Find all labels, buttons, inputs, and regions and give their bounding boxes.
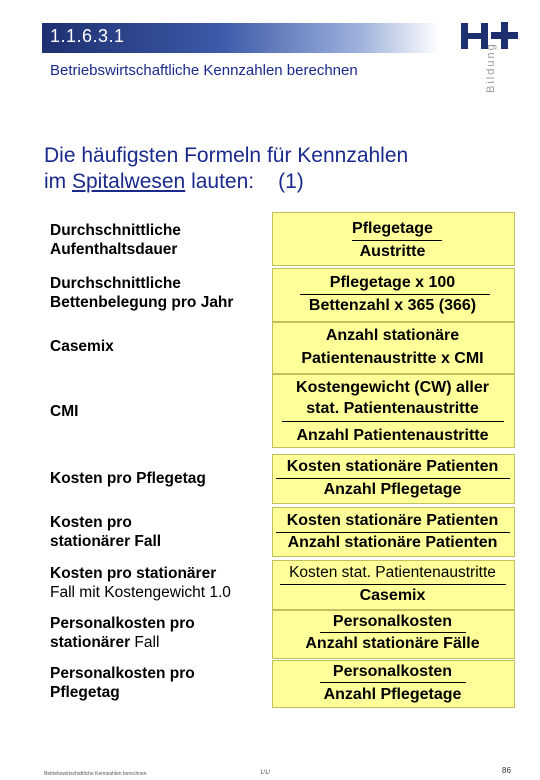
- fraction-line: [300, 294, 490, 295]
- label-line: Durchschnittliche: [50, 275, 181, 292]
- formula-denominator: Anzahl Pflegetage: [323, 686, 462, 703]
- formula-label: [50, 402, 78, 421]
- label-line: CMI: [50, 403, 79, 420]
- formula-denominator: Anzahl stationäre Patienten: [287, 534, 498, 551]
- label-line: Casemix: [50, 338, 114, 355]
- label-line: Durchschnittliche: [50, 222, 181, 239]
- bildung-vertical-label: Bildung: [485, 42, 497, 93]
- formula-label: [50, 664, 195, 702]
- page-heading: [44, 143, 524, 195]
- heading-line-2-suffix: lauten:: [185, 170, 255, 193]
- footer-mark: 1/1/: [260, 770, 271, 776]
- formula-numerator: Pflegetage: [352, 220, 433, 237]
- formula-line: Patientenaustritte x CMI: [301, 350, 484, 367]
- label-line: Personalkosten pro: [50, 615, 195, 632]
- heading-number: (1): [278, 170, 304, 193]
- label-line: Kosten pro stationärer: [50, 565, 217, 582]
- label-line: Personalkosten pro: [50, 665, 195, 682]
- fraction-line: [320, 632, 466, 633]
- formula-numerator: Kostengewicht (CW) aller: [296, 379, 489, 396]
- label-line: Kosten pro Pflegetag: [50, 470, 206, 487]
- formula-label: [50, 513, 161, 551]
- formula-label: [50, 564, 231, 602]
- formula-denominator: Anzahl Patientenaustritte: [296, 427, 489, 444]
- heading-line-2-prefix: im: [44, 170, 72, 193]
- formula-numerator: Pflegetage x 100: [329, 274, 456, 291]
- label-line: Fall: [134, 634, 160, 651]
- formula-label: [50, 274, 233, 312]
- module-code: 1.1.6.3.1: [50, 26, 125, 46]
- label-line: Kosten pro: [50, 514, 132, 531]
- fraction-line: [282, 421, 504, 422]
- fraction-line: [280, 584, 506, 585]
- formula-denominator: Bettenzahl x 365 (366): [308, 297, 477, 314]
- formula-denominator: Anzahl stationäre Fälle: [305, 635, 480, 652]
- formula-numerator: Kosten stat. Patientenaustritte: [289, 564, 496, 581]
- formula-numerator: Kosten stationäre Patienten: [286, 458, 499, 475]
- label-line: Aufenthaltsdauer: [50, 241, 178, 258]
- formula-label: [50, 614, 195, 652]
- footer-title: Betriebswirtschaftliche Kennzahlen berechnen: [44, 771, 147, 777]
- formula-denominator: Casemix: [359, 587, 426, 604]
- page-number: 86: [502, 766, 511, 775]
- formula-label: [50, 469, 206, 488]
- formula-denominator: Anzahl Pflegetage: [323, 481, 462, 498]
- heading-underlined-word: Spitalwesen: [72, 170, 186, 193]
- label-line: stationärer: [50, 634, 135, 651]
- formula-numerator: Personalkosten: [332, 663, 453, 680]
- formula-denominator: Austritte: [359, 243, 426, 260]
- label-line: Fall mit Kostengewicht 1.0: [50, 584, 231, 601]
- formula-numerator: Kosten stationäre Patienten: [286, 512, 499, 529]
- label-line: Bettenbelegung pro Jahr: [50, 294, 234, 311]
- formula-label: [50, 221, 181, 259]
- fraction-line: [320, 682, 466, 683]
- fraction-line: [352, 240, 442, 241]
- label-line: Pflegetag: [50, 684, 120, 701]
- fraction-line: [276, 478, 510, 479]
- formula-numerator: Personalkosten: [332, 613, 453, 630]
- formula-numerator: stat. Patientenaustritte: [306, 400, 479, 417]
- page-subtitle: Betriebswirtschaftliche Kennzahlen berechnen: [50, 62, 358, 79]
- formula-label: [50, 337, 114, 356]
- heading-line-1: Die häufigsten Formeln für Kennzahlen: [44, 144, 409, 167]
- formula-line: Anzahl stationäre: [325, 327, 460, 344]
- label-line: stationärer Fall: [50, 533, 162, 550]
